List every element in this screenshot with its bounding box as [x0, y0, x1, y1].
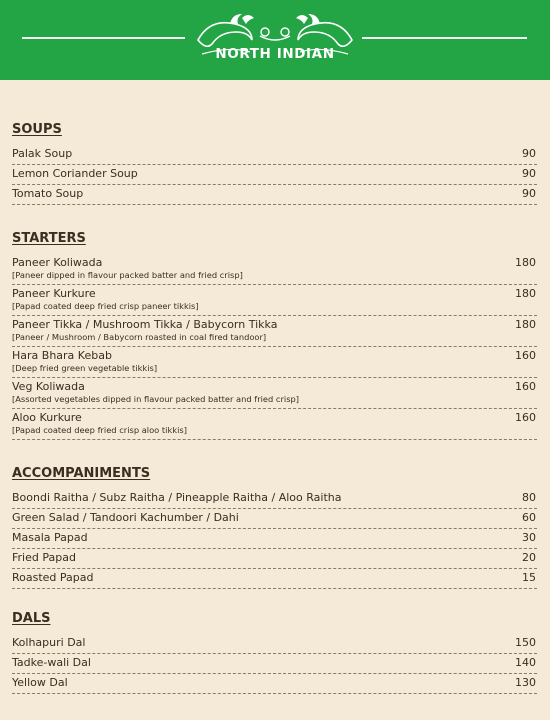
item-name: Fried Papad — [12, 551, 76, 564]
header-title: NORTH INDIAN — [215, 46, 335, 62]
item-name: Masala Papad — [12, 531, 88, 544]
menu-item — [12, 145, 537, 165]
item-price: 130 — [515, 676, 536, 689]
item-name: Paneer Kurkure — [12, 287, 96, 300]
menu-item — [12, 254, 537, 285]
menu-item — [12, 654, 537, 674]
item-name: Roasted Papad — [12, 571, 94, 584]
item-price: 90 — [522, 187, 536, 200]
menu-item — [12, 509, 537, 529]
item-price: 20 — [522, 551, 536, 564]
section-dals — [12, 611, 537, 694]
menu-item — [12, 316, 537, 347]
item-name: Lemon Coriander Soup — [12, 167, 138, 180]
item-name: Veg Koliwada — [12, 380, 85, 393]
section-title: SOUPS — [12, 122, 62, 137]
item-price: 160 — [515, 411, 536, 424]
menu-item — [12, 165, 537, 185]
item-price: 90 — [522, 167, 536, 180]
item-name: Green Salad / Tandoori Kachumber / Dahi — [12, 511, 239, 524]
item-price: 15 — [522, 571, 536, 584]
item-name: Yellow Dal — [12, 676, 68, 689]
header-banner — [0, 0, 550, 80]
item-description: [Deep fried green vegetable tikkis] — [12, 363, 158, 373]
item-price: 140 — [515, 656, 536, 669]
menu-item — [12, 285, 537, 316]
section-soups — [12, 122, 537, 205]
header-left-rule — [22, 37, 185, 39]
item-price: 80 — [522, 491, 536, 504]
item-price: 90 — [522, 147, 536, 160]
menu-item — [12, 185, 537, 205]
item-price: 180 — [515, 287, 536, 300]
item-description: [Paneer dipped in flavour packed batter and fried crisp] — [12, 270, 243, 280]
menu-item — [12, 347, 537, 378]
menu-item — [12, 674, 537, 694]
item-name: Palak Soup — [12, 147, 73, 160]
item-name: Paneer Tikka / Mushroom Tikka / Babycorn Tikka — [12, 318, 278, 331]
item-price: 180 — [515, 318, 536, 331]
section-starters — [12, 231, 537, 440]
item-description: [Assorted vegetables dipped in flavour packed batter and fried crisp] — [12, 394, 300, 404]
section-title: DALS — [12, 611, 51, 626]
item-name: Tomato Soup — [12, 187, 84, 200]
menu-item — [12, 489, 537, 509]
menu-item — [12, 634, 537, 654]
menu-item — [12, 569, 537, 589]
item-price: 180 — [515, 256, 536, 269]
item-price: 150 — [515, 636, 536, 649]
item-name: Aloo Kurkure — [12, 411, 82, 424]
item-description: [Paneer / Mushroom / Babycorn roasted in coal fired tandoor] — [12, 332, 267, 342]
menu-item — [12, 549, 537, 569]
menu-content — [12, 122, 537, 720]
item-name: Kolhapuri Dal — [12, 636, 86, 649]
section-accompaniments — [12, 466, 537, 589]
item-description: [Papad coated deep fried crisp paneer tikkis] — [12, 301, 199, 311]
item-price: 160 — [515, 380, 536, 393]
section-title: ACCOMPANIMENTS — [12, 466, 151, 481]
menu-item — [12, 409, 537, 440]
item-name: Boondi Raitha / Subz Raitha / Pineapple Raitha / Aloo Raitha — [12, 491, 342, 504]
menu-item — [12, 529, 537, 549]
section-title: STARTERS — [12, 231, 86, 246]
item-name: Paneer Koliwada — [12, 256, 103, 269]
item-price: 30 — [522, 531, 536, 544]
item-price: 160 — [515, 349, 536, 362]
item-description: [Papad coated deep fried crisp aloo tikkis] — [12, 425, 187, 435]
item-name: Hara Bhara Kebab — [12, 349, 112, 362]
menu-item — [12, 378, 537, 409]
header-right-rule — [362, 37, 527, 39]
item-name: Tadke-wali Dal — [12, 656, 91, 669]
item-price: 60 — [522, 511, 536, 524]
